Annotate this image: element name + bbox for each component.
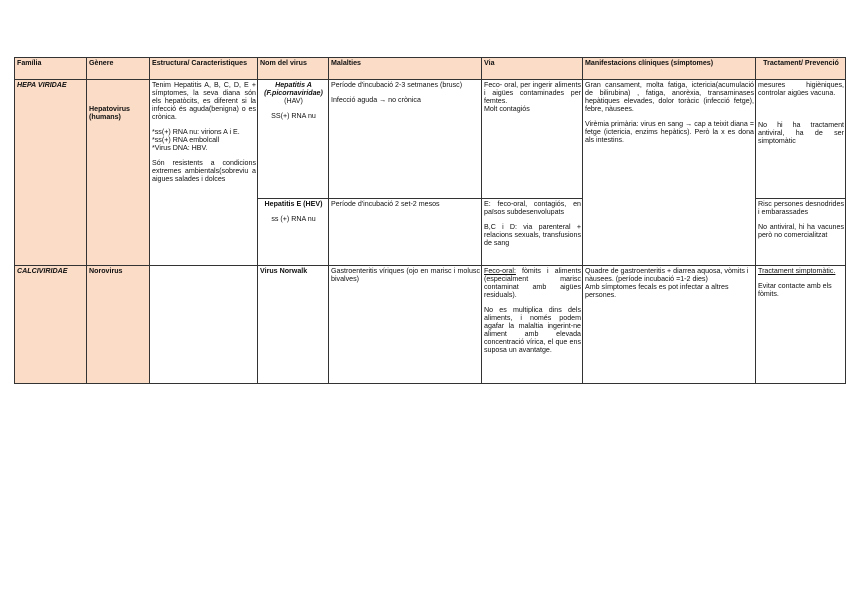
estructura-p4: *Virus DNA: HBV. — [152, 144, 208, 153]
header-via: Via — [482, 58, 583, 80]
hav-via-p1: Feco- oral, per ingerir aliments i aigües contaminades per femtes. — [484, 81, 581, 106]
nom-virus-calci: Virus Norwalk — [258, 266, 329, 384]
hav-manifestacions-p2: Virèmia primària: virus en sang → cap a teixit diana = fetge (ictericia, enzims hepàtics). Però la x es dona als intestins. — [585, 120, 754, 145]
header-manifestacions: Manifestacions clíniques (símptomes) — [583, 58, 756, 80]
calci-via-p2: No es multiplica dins dels aliments, i només podem agafar la malaltia ingerint-ne aliment amb elevada concentració vírica, el que ens suposa un avantatge. — [484, 306, 581, 355]
familia-cell: HEPA VIRIDAE — [15, 80, 87, 266]
via-hev — [482, 199, 583, 266]
manifestacions-calci — [583, 266, 756, 384]
hev-name: Hepatitis E (HEV) — [264, 200, 323, 208]
hav-name: Hepatitis A — [275, 81, 312, 89]
calci-manifestacions-p2: Amb símptomes fecals es pot infectar a altres persones. — [585, 283, 729, 300]
hav-malalties-p1: Període d'incubació 2-3 setmanes (brusc) — [331, 81, 463, 89]
calci-via-lead: Feco-oral: — [484, 267, 516, 275]
hav-tractament-p2: No hi ha tractament antiviral, ha de ser simptomàtic — [758, 121, 844, 146]
genere-text: Hepatovirus (humans) — [89, 105, 130, 122]
hav-via-p2: Molt contagiós — [484, 105, 530, 114]
estructura-p2: *ss(+) RNA nu: virions A i E. — [152, 128, 240, 137]
estructura-cell — [150, 80, 258, 266]
virus-table — [14, 57, 846, 384]
malalties-hav — [329, 80, 482, 199]
header-nom-virus: Nom del virus — [258, 58, 329, 80]
estructura-p1: Tenim Hepatitis A, B, C, D, E + símptomes, la seva diana són els hepatòcits, es diferent si la infecció és aguda(benigna) o es crònica. — [152, 81, 256, 122]
header-familia: Família — [15, 58, 87, 80]
header-row — [15, 58, 846, 80]
header-malalties: Malalties — [329, 58, 482, 80]
genere-cell — [87, 80, 150, 266]
hav-tractament-p1: mesures higièniques, controlar aigües vacuna. — [758, 81, 844, 98]
header-estructura: Estructura/ Caracteristiques — [150, 58, 258, 80]
hev-tractament-p2: No antiviral, hi ha vacunes però no comercialitzat — [758, 223, 844, 240]
estructura-p3: *ss(+) RNA embolcall — [152, 136, 220, 145]
tractament-hev — [756, 199, 846, 266]
hav-family: (F.picornaviridae) — [264, 89, 323, 98]
hav-code: (HAV) — [284, 97, 303, 106]
calci-via-rest: fòmits i aliments (especialment marisc contaminat amb aigües residuals). — [484, 267, 581, 300]
calci-manifestacions-p1: Quadre de gastroenteritis + diarrea aquosa, vòmits i nàusees. (període incubació =1-2 dies) — [585, 267, 749, 284]
via-calci — [482, 266, 583, 384]
hav-type: SS(+) RNA nu — [271, 112, 316, 121]
nom-virus-hev — [258, 199, 329, 266]
hev-type: ss (+) RNA nu — [271, 215, 316, 224]
hev-tractament-p1: Risc persones desnodrides i embarassades — [758, 200, 844, 217]
familia-calci: CALCIVIRIDAE — [15, 266, 87, 384]
via-hav — [482, 80, 583, 199]
estructura-p5: Són resistents a condicions extremes ambientals(sobreviu a aigues salades i dolces — [152, 159, 256, 184]
table-row — [15, 80, 846, 199]
calci-tractament-p1: Tractament simptomàtic. — [758, 267, 836, 275]
tractament-hav — [756, 80, 846, 199]
malalties-hev: Període d'incubació 2 set-2 mesos — [329, 199, 482, 266]
table-row — [15, 266, 846, 384]
nom-virus-hav — [258, 80, 329, 199]
tractament-calci — [756, 266, 846, 384]
calci-tractament-p2: Evitar contacte amb els fòmits. — [758, 282, 832, 299]
header-genere: Gènere — [87, 58, 150, 80]
hav-manifestacions-p1: Gran cansament, molta fatiga, ictericia(acumulació de bilirubina) , fatiga, anorèxia, transaminases hepàtiques elevades, dolor toràcic (infecció fetge), febre, nàusees. — [585, 81, 754, 114]
malalties-calci: Gastroenteritis víriques (ojo en marisc i molusc bivalves) — [329, 266, 482, 384]
estructura-calci — [150, 266, 258, 384]
hev-via-p2: B,C i D: via parenteral + relacions sexuals, transfusions de sang — [484, 223, 581, 248]
hev-via-p1: E: feco-oral, contagiós, en països subdesenvolupats — [484, 200, 581, 217]
header-tractament: Tractament/ Prevenció — [756, 58, 846, 80]
hav-malalties-p2: Infecció aguda → no crònica — [331, 96, 421, 105]
manifestacions-hav — [583, 80, 756, 266]
calci-via-p1 — [484, 267, 581, 299]
genere-calci: Norovirus — [87, 266, 150, 384]
